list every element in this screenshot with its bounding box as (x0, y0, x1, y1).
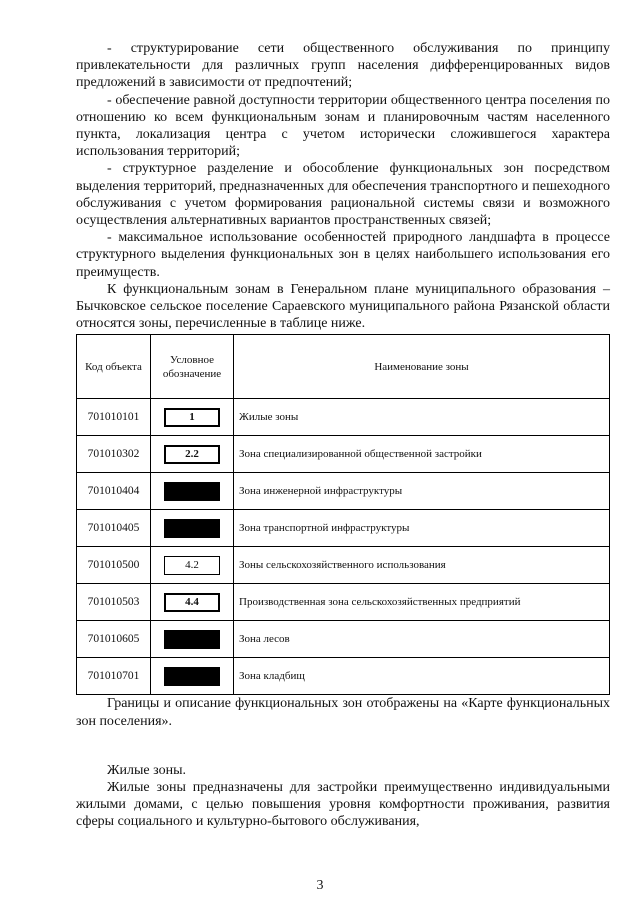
legend-symbol: 4.2 (164, 556, 220, 575)
table-row (77, 510, 610, 547)
legend-symbol-filled (164, 519, 220, 538)
header-name: Наименование зоны (234, 335, 610, 399)
section-heading: Жилые зоны. (107, 762, 186, 778)
legend-symbol-filled (164, 667, 220, 686)
row-name: Зоны сельскохозяйственного использования (234, 547, 610, 584)
legend-symbol: 2.2 (164, 445, 220, 464)
row-code: 701010405 (77, 510, 151, 547)
header-code: Код объекта (77, 335, 151, 399)
zones-table (76, 334, 610, 695)
row-name: Производственная зона сельскохозяйственных предприятий (234, 584, 610, 621)
document-page (76, 40, 610, 831)
row-code: 701010605 (77, 621, 151, 658)
table-header-row (77, 335, 610, 399)
row-symbol (151, 621, 234, 658)
paragraph-1: - структурирование сети общественного обслуживания по принципу привлекательности для различных групп населения дифференцированных видов предложений в зависимости от предпочтений; (76, 41, 610, 91)
row-symbol (151, 584, 234, 621)
row-code: 701010404 (77, 473, 151, 510)
legend-symbol-filled (164, 482, 220, 501)
table-row (77, 621, 610, 658)
paragraph-3: - структурное разделение и обособление функциональных зон посредством выделения территорий, предназначенных для обеспечения транспортного и пешеходного обслуживания с учетом формирования рациональной системы связи и возможного осуществления альтернативных вариантов пространственных связей; (76, 161, 610, 229)
row-code: 701010101 (77, 399, 151, 436)
row-name: Зона лесов (234, 621, 610, 658)
row-symbol (151, 436, 234, 473)
row-code: 701010701 (77, 658, 151, 695)
row-symbol (151, 399, 234, 436)
row-name: Зона кладбищ (234, 658, 610, 695)
table-row (77, 658, 610, 695)
table-row (77, 473, 610, 510)
row-name: Зона инженерной инфраструктуры (234, 473, 610, 510)
table-row (77, 436, 610, 473)
row-code: 701010503 (77, 584, 151, 621)
row-symbol (151, 473, 234, 510)
spacer (76, 730, 610, 762)
legend-symbol: 4.4 (164, 593, 220, 612)
legend-symbol: 1 (164, 408, 220, 427)
table-row (77, 399, 610, 436)
row-name: Зона специализированной общественной застройки (234, 436, 610, 473)
row-symbol (151, 510, 234, 547)
row-symbol (151, 658, 234, 695)
row-code: 701010500 (77, 547, 151, 584)
paragraph-5: К функциональным зонам в Генеральном плане муниципального образования – Бычковское сельское поселение Сараевского муниципального района Рязанской области относятся зоны, перечисленные в таблице ниже. (76, 281, 610, 332)
row-code: 701010302 (77, 436, 151, 473)
legend-symbol-filled (164, 630, 220, 649)
row-symbol (151, 547, 234, 584)
row-name: Жилые зоны (234, 399, 610, 436)
page-number: 3 (316, 878, 324, 893)
header-symbol: Условное обозначение (151, 335, 234, 399)
table-row (77, 547, 610, 584)
paragraph-4: - максимальное использование особенностей природного ландшафта в процессе структурного выделения функциональных зон в целях наибольшего использования его преимуществ. (76, 230, 610, 280)
paragraph-2: - обеспечение равной доступности территории общественного центра поселения по отношению ко всем функциональным зонам и планировочным частям населенного пункта, локализация центра с учетом исторически сложившегося характера использования территорий; (76, 92, 610, 160)
after-table-paragraph: Границы и описание функциональных зон отображены на «Карте функциональных зон поселения». (76, 696, 610, 729)
table-row (77, 584, 610, 621)
row-name: Зона транспортной инфраструктуры (234, 510, 610, 547)
section-body: Жилые зоны предназначены для застройки преимущественно индивидуальными жилыми домами, с целью повышения уровня комфортности проживания, развития сферы социального и культурно-бытового обслуживания, (76, 780, 610, 830)
